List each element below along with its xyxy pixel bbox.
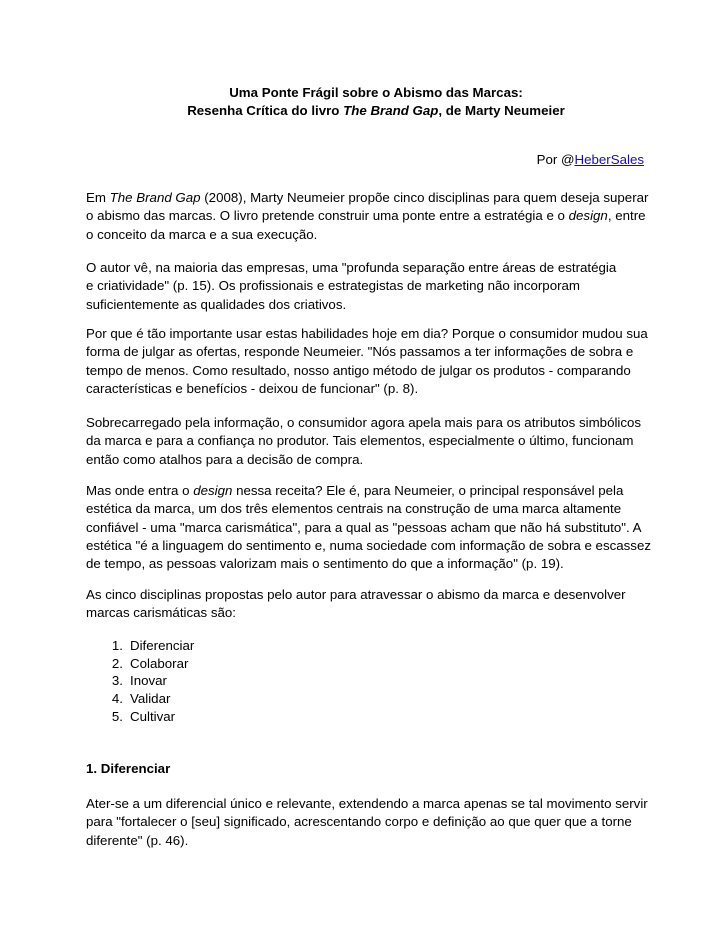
paragraph-1: Em The Brand Gap (2008), Marty Neumeier propõe cinco disciplinas para quem deseja superar o abismo das marcas. O livro pretende construir uma ponte entre a estratégia e o design, entre o conceito da marca e a sua execução. — [86, 190, 649, 242]
list-item: 2. Colaborar — [111, 655, 189, 671]
paragraph-5: Mas onde entra o design nessa receita? Ele é, para Neumeier, o principal responsável pela estética da marca, um dos três elementos centrais na construção de uma marca altamente confiável - uma "marca carismática", para a qual as "pessoas acham que não há substituto". A estética "é a linguagem do sentimento e, numa sociedade com informação de sobra e escassez de tempo, as pessoas valorizam mais o sentimento do que a informação" (p. 19). — [86, 483, 651, 572]
section-heading: 1. Diferenciar — [86, 761, 171, 776]
title-line-2: Resenha Crítica do livro The Brand Gap, de Marty Neumeier — [187, 103, 565, 118]
document-title — [86, 84, 666, 120]
paragraph-2: O autor vê, na maioria das empresas, uma "profunda separação entre áreas de estratégia e criatividade" (p. 15). Os profissionais e estrategistas de marketing não incorporam suficientemente as qualidades dos criativos. — [86, 260, 617, 312]
title-line-1: Uma Ponte Frágil sobre o Abismo das Marcas: — [229, 85, 523, 100]
disciplines-list — [100, 637, 194, 726]
byline: Por @HeberSales — [536, 152, 644, 167]
paragraph-3: Por que é tão importante usar estas habilidades hoje em dia? Porque o consumidor mudou sua forma de julgar as ofertas, responde Neumeier. "Nós passamos a ter informações de sobra e tempo de menos. Como resultado, nosso antigo método de julgar os produtos - comparando características e benefícios - deixou de funcionar" (p. 8). — [86, 326, 648, 396]
paragraph-6: As cinco disciplinas propostas pelo autor para atravessar o abismo da marca e desenvolver marcas carismáticas são: — [86, 587, 626, 621]
paragraph-4: Sobrecarregado pela informação, o consumidor agora apela mais para os atributos simbólicos da marca e para a confiança no produtor. Tais elementos, especialmente o último, funcionam então como atalhos para a decisão de compra. — [86, 415, 642, 467]
list-item: 1. Diferenciar — [111, 638, 195, 653]
list-item: 4. Validar — [111, 691, 171, 707]
list-item: 3. Inovar — [111, 673, 167, 689]
paragraph-7: Ater-se a um diferencial único e relevante, extendendo a marca apenas se tal movimento servir para "fortalecer o [seu] significado, acrescentando corpo e definição ao que quer que a torne diferente" (p. 46). — [86, 796, 648, 848]
author-link[interactable]: HeberSales — [574, 152, 644, 167]
list-item: 5. Cultivar — [111, 708, 176, 724]
book-title: The Brand Gap — [343, 103, 439, 118]
